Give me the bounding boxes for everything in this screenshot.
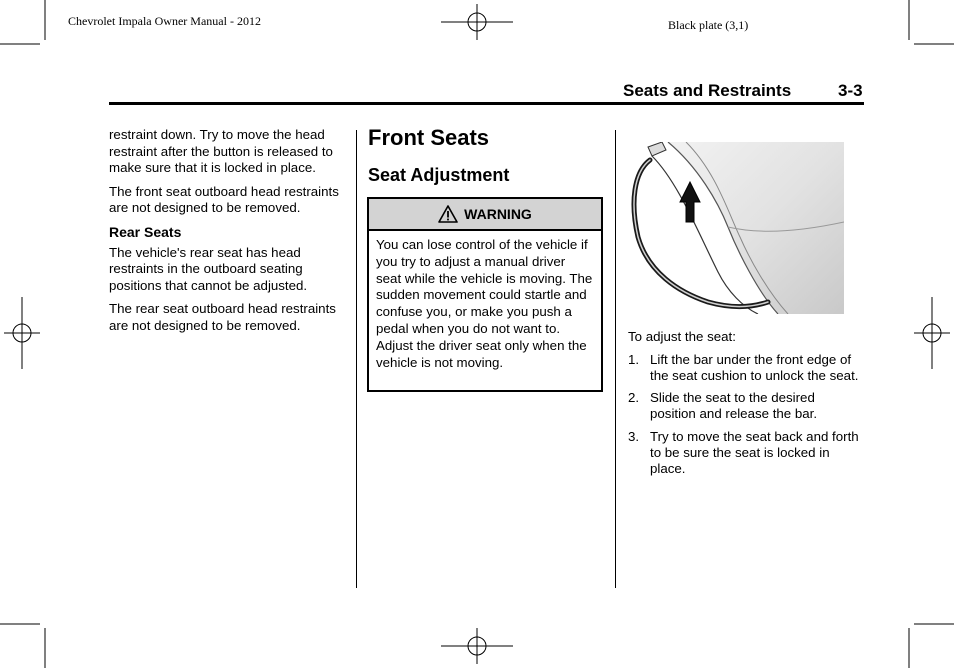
paragraph: The vehicle's rear seat has head restraints in the outboard seating positions that cannot be adjusted. <box>109 244 308 293</box>
warning-header <box>369 199 601 231</box>
steps-list <box>628 352 860 478</box>
list-item: 2. Slide the seat to the desired position and release the bar. <box>628 390 818 422</box>
right-column <box>628 329 860 484</box>
warning-box <box>367 197 603 392</box>
list-item: 1. Lift the bar under the front edge of the seat cushion to unlock the seat. <box>628 351 859 383</box>
steps-intro: To adjust the seat: <box>628 329 736 344</box>
section-subtitle: Seat Adjustment <box>368 165 510 185</box>
list-item: 3. Try to move the seat back and forth to be sure the seat is locked in place. <box>628 428 859 477</box>
seat-adjuster-bar-illustration <box>628 142 844 314</box>
manual-title: Chevrolet Impala Owner Manual - 2012 <box>68 14 261 28</box>
page-title: Front Seats <box>368 125 490 150</box>
warning-label: WARNING <box>464 206 532 222</box>
warning-triangle-icon <box>438 205 458 223</box>
subheading-rear-seats: Rear Seats <box>109 223 182 240</box>
header-rule <box>109 102 864 105</box>
plate-label: Black plate (3,1) <box>668 18 749 32</box>
column-divider <box>356 130 357 588</box>
column-divider <box>615 130 616 588</box>
warning-text: You can lose control of the vehicle if you try to adjust a manual driver seat while the vehicle is moving. The sudden movement could startle and confuse you, or make you push a pedal when you do not want to. Adjust the driver seat only when the vehicle is not moving. <box>376 237 593 370</box>
paragraph: The front seat outboard head restraints are not designed to be removed. <box>109 183 339 215</box>
page-number: 3-3 <box>838 81 863 100</box>
left-column <box>109 127 341 341</box>
paragraph: restraint down. Try to move the head restraint after the button is released to make sure that it is locked in place. <box>109 127 333 175</box>
paragraph: The rear seat outboard head restraints are not designed to be removed. <box>109 301 336 333</box>
section-title: Seats and Restraints <box>623 81 792 100</box>
